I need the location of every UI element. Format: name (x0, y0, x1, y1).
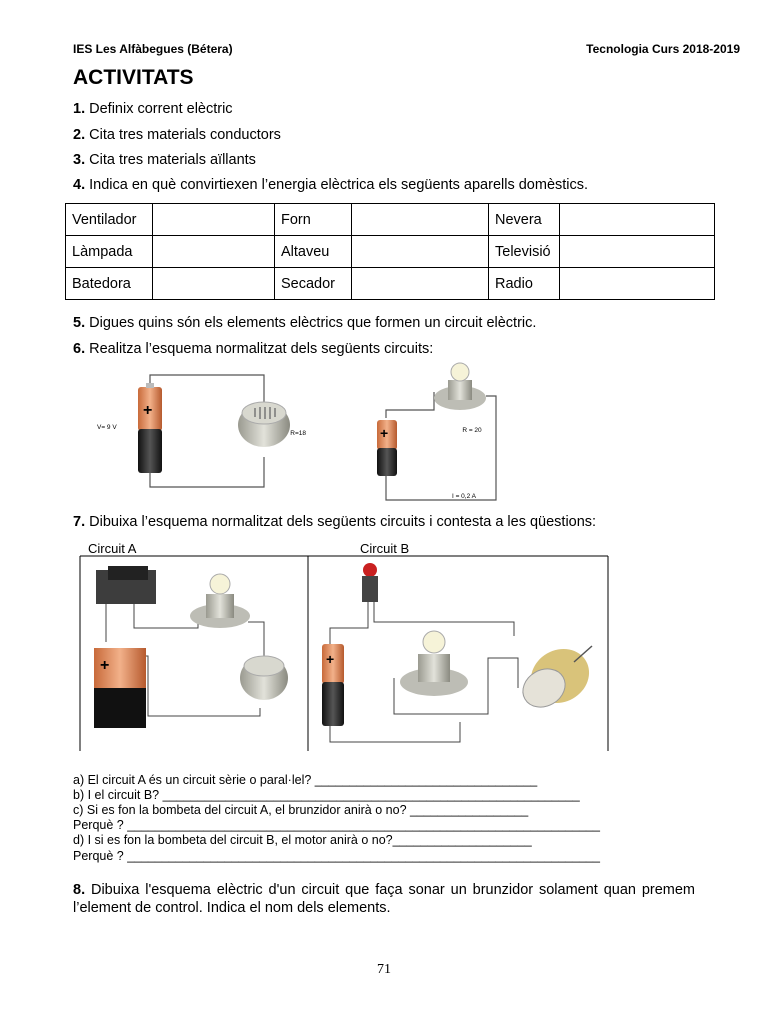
answer-cell[interactable] (560, 204, 715, 236)
answer-a: a) El circuit A és un circuit sèrie o paral·lel? ________________________________ (73, 773, 538, 787)
question-3: 3. Cita tres materials aïllants (73, 152, 256, 168)
question-4: 4. Indica en què convirtiexen l’energia elèctrica els següents aparells domèstics. (73, 177, 589, 193)
resistance-label: R=18 (290, 430, 306, 437)
circuit-a-label: Circuit A (88, 541, 137, 556)
answer-cell[interactable] (352, 204, 489, 236)
table-cell: Batedora (66, 268, 153, 300)
table-cell: Secador (275, 268, 352, 300)
question-7: 7. Dibuixa l’esquema normalitzat dels següents circuits i contesta a les qüestions: (73, 514, 597, 530)
answer-d-why: Perquè ? ____________________________________________________________________ (73, 849, 600, 863)
answer-cell[interactable] (153, 204, 275, 236)
table-cell: Altaveu (275, 236, 352, 268)
header-school: IES Les Alfàbegues (Bétera) (73, 42, 233, 56)
question-8: 8. Dibuixa l'esquema elèctric d'un circuit que faça sonar un brunzidor solament quan premem l’element de control. Indica el nom dels elements. (73, 882, 696, 916)
circuit-6-right (372, 362, 504, 506)
question-2: 2. Cita tres materials conductors (73, 127, 281, 143)
answer-cell[interactable] (560, 236, 715, 268)
answer-cell[interactable] (560, 268, 715, 300)
answer-cell[interactable] (352, 268, 489, 300)
answer-b: b) I el circuit B? ____________________________________________________________ (73, 788, 580, 802)
circuit-6-left (92, 365, 306, 495)
question-1: 1. Definix corrent elèctric (73, 101, 233, 117)
answer-cell[interactable] (153, 236, 275, 268)
battery-plus: + (380, 425, 389, 441)
circuit-b-label: Circuit B (360, 541, 410, 556)
bulb-icon (210, 574, 230, 594)
push-button-icon (363, 563, 377, 577)
table-cell: Ventilador (66, 204, 153, 236)
page-title: ACTIVITATS (73, 66, 194, 89)
current-label: I = 0,2 A (451, 493, 477, 500)
table-cell: Nevera (489, 204, 560, 236)
table-row (66, 236, 715, 268)
answer-c: c) Si es fon la bombeta del circuit A, el brunzidor anirà o no? _________________ (73, 803, 529, 817)
answer-cell[interactable] (153, 268, 275, 300)
battery-plus: + (100, 657, 110, 674)
table-cell: Radio (489, 268, 560, 300)
table-cell: Làmpada (66, 236, 153, 268)
answer-cell[interactable] (352, 236, 489, 268)
appliances-table (65, 203, 715, 300)
table-cell: Televisió (489, 236, 560, 268)
table-row (66, 204, 715, 236)
question-5: 5. Digues quins són els elements elèctrics que formen un circuit elèctric. (73, 315, 537, 331)
answer-c-why: Perquè ? ____________________________________________________________________ (73, 818, 600, 832)
page-number: 71 (377, 962, 391, 977)
voltage-label: V= 9 V (97, 424, 117, 431)
bulb-icon (423, 631, 445, 653)
answer-d: d) I si es fon la bombeta del circuit B, el motor anirà o no?____________________ (73, 833, 532, 847)
table-cell: Forn (275, 204, 352, 236)
battery-plus: + (326, 651, 335, 667)
resistance-label: R = 20 (462, 427, 482, 434)
header-course: Tecnologia Curs 2018-2019 (586, 42, 740, 56)
bulb-icon (451, 363, 469, 381)
battery-plus: + (143, 402, 153, 419)
circuit-7-figure (78, 538, 610, 756)
question-6: 6. Realitza l’esquema normalitzat dels següents circuits: (73, 341, 434, 357)
table-row (66, 268, 715, 300)
